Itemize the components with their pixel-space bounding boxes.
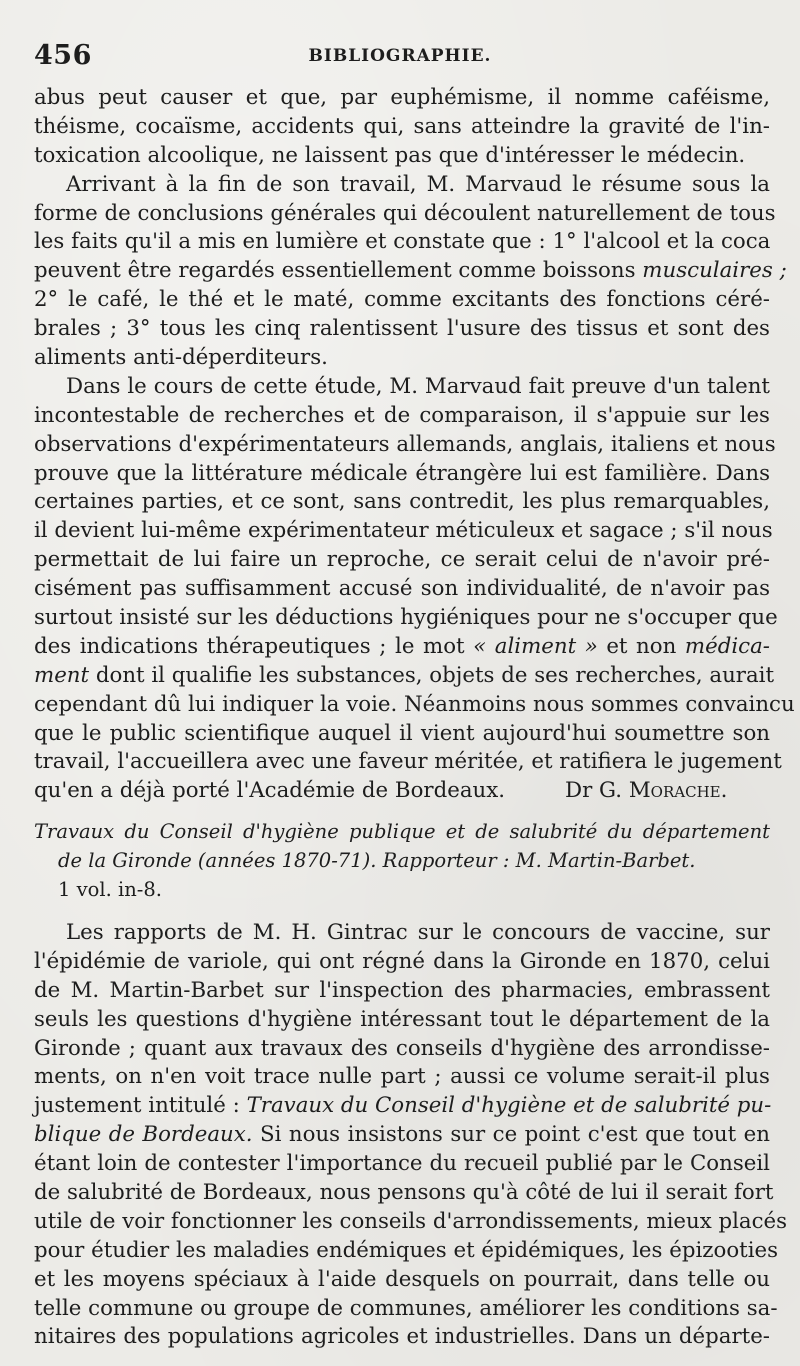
text-line bbox=[34, 662, 775, 691]
heading-line: Travaux du Conseil d'hygiène publique et de salubrité du département bbox=[34, 820, 770, 844]
running-title: BIBLIOGRAPHIE. bbox=[308, 46, 492, 66]
text-line: théisme, cocaïsme, accidents qui, sans atteindre la gravité de l'in- bbox=[34, 113, 770, 139]
signature bbox=[565, 778, 727, 803]
text-line: surtout insisté sur les déductions hygiéniques pour ne s'occuper que bbox=[34, 605, 778, 631]
text-run: justement intitulé : bbox=[34, 1093, 240, 1119]
text-line: Gironde ; quant aux travaux des conseils d'hygiène des arrondisse- bbox=[34, 1035, 770, 1061]
text-line: que le public scientifique auquel il vient aujourd'hui soumettre son bbox=[34, 720, 770, 746]
text-line bbox=[34, 1121, 770, 1150]
text-line: les faits qu'il a mis en lumière et constate que : 1° l'alcool et la coca bbox=[34, 229, 771, 255]
signature-prefix: Dr G. bbox=[565, 778, 623, 804]
text-line: travail, l'accueillera avec une faveur méritée, et ratifiera le jugement bbox=[34, 749, 782, 775]
italic-title-end: blique de Bordeaux. bbox=[34, 1122, 253, 1148]
heading-line: 1 vol. in-8. bbox=[58, 878, 162, 902]
text-line: 2° le café, le thé et le maté, comme excitants des fonctions céré- bbox=[34, 287, 770, 313]
italic-term-ment: ment bbox=[34, 662, 90, 688]
text-line: Les rapports de M. H. Gintrac sur le concours de vaccine, sur bbox=[66, 919, 770, 945]
text-line: nitaires des populations agricoles et industrielles. Dans un départe- bbox=[34, 1324, 770, 1350]
text-run: dont il qualifie les substances, objets de ses recherches, aurait bbox=[95, 662, 775, 688]
text-line bbox=[34, 633, 770, 662]
text-line bbox=[34, 777, 770, 806]
text-line: aliments anti-déperditeurs. bbox=[34, 345, 328, 371]
text-run: Si nous insistons sur ce point c'est que tout en bbox=[260, 1122, 770, 1148]
text-line: utile de voir fonctionner les conseils d'arrondissements, mieux placés bbox=[34, 1208, 788, 1234]
text-line: l'épidémie de variole, qui ont régné dans la Gironde en 1870, celui bbox=[34, 948, 770, 974]
text-line: prouve que la littérature médicale étrangère lui est familière. Dans bbox=[34, 460, 770, 486]
text-line: cependant dû lui indiquer la voie. Néanmoins nous sommes convaincu bbox=[34, 691, 795, 717]
page-body bbox=[34, 84, 795, 1352]
text-line: observations d'expérimentateurs allemands, anglais, italiens et nous bbox=[34, 431, 776, 457]
page-header bbox=[34, 40, 766, 76]
text-line: il devient lui-même expérimentateur méticuleux et sagace ; s'il nous bbox=[34, 518, 773, 544]
text-line: brales ; 3° tous les cinq ralentissent l'usure des tissus et sont des bbox=[34, 316, 770, 342]
page-number: 456 bbox=[34, 40, 92, 71]
text-line: toxication alcoolique, ne laissent pas que d'intéresser le médecin. bbox=[34, 142, 746, 168]
text-line: ments, on n'en voit trace nulle part ; aussi ce volume serait-il plus bbox=[34, 1064, 770, 1090]
text-line: forme de conclusions générales qui découlent naturellement de tous bbox=[34, 200, 776, 226]
text-run: qu'en a déjà porté l'Académie de Bordeaux. bbox=[34, 778, 506, 804]
review-heading bbox=[34, 818, 770, 905]
italic-term-medicament: médica- bbox=[684, 633, 770, 659]
signature-name: Morache. bbox=[628, 778, 728, 804]
text-line: abus peut causer et que, par euphémisme, il nomme caféisme, bbox=[34, 85, 770, 110]
text-line: seuls les questions d'hygiène intéressant tout le département de la bbox=[34, 1006, 770, 1032]
review-gironde bbox=[34, 919, 788, 1352]
text-line: incontestable de recherches et de comparaison, il s'appuie sur les bbox=[34, 402, 770, 428]
italic-term-aliment: « aliment » bbox=[473, 633, 598, 659]
text-line bbox=[34, 257, 787, 286]
review-marvaud bbox=[34, 84, 795, 806]
text-run: des indications thérapeutiques ; le mot bbox=[34, 633, 465, 659]
text-line: Dans le cours de cette étude, M. Marvaud fait preuve d'un talent bbox=[66, 373, 770, 399]
text-run: peuvent être regardés essentiellement comme boissons bbox=[34, 258, 636, 284]
text-line: permettait de lui faire un reproche, ce serait celui de n'avoir pré- bbox=[34, 547, 770, 573]
text-line: telle commune ou groupe de communes, améliorer les conditions sa- bbox=[34, 1295, 778, 1321]
text-line: cisément pas suffisamment accusé son individualité, de n'avoir pas bbox=[34, 576, 770, 602]
text-run: et non bbox=[606, 633, 677, 659]
text-line: de salubrité de Bordeaux, nous pensons qu'à côté de lui il serait fort bbox=[34, 1179, 774, 1205]
text-line: et les moyens spéciaux à l'aide desquels on pourrait, dans telle ou bbox=[34, 1266, 770, 1292]
text-line: Arrivant à la fin de son travail, M. Marvaud le résume sous la bbox=[66, 171, 770, 197]
text-line bbox=[34, 1092, 770, 1121]
text-line: étant loin de contester l'importance du recueil publié par le Conseil bbox=[34, 1151, 770, 1177]
text-line: de M. Martin-Barbet sur l'inspection des pharmacies, embrassent bbox=[34, 977, 770, 1003]
italic-term-musculaires: musculaires ; bbox=[642, 258, 787, 284]
text-line: certaines parties, et ce sont, sans contredit, les plus remarquables, bbox=[34, 489, 770, 515]
heading-line: de la Gironde (années 1870-71). Rapporteur : M. Martin-Barbet. bbox=[58, 849, 696, 873]
text-line: pour étudier les maladies endémiques et épidémiques, les épizooties bbox=[34, 1237, 779, 1263]
italic-title: Travaux du Conseil d'hygiène et de salubrité pu- bbox=[246, 1093, 772, 1119]
